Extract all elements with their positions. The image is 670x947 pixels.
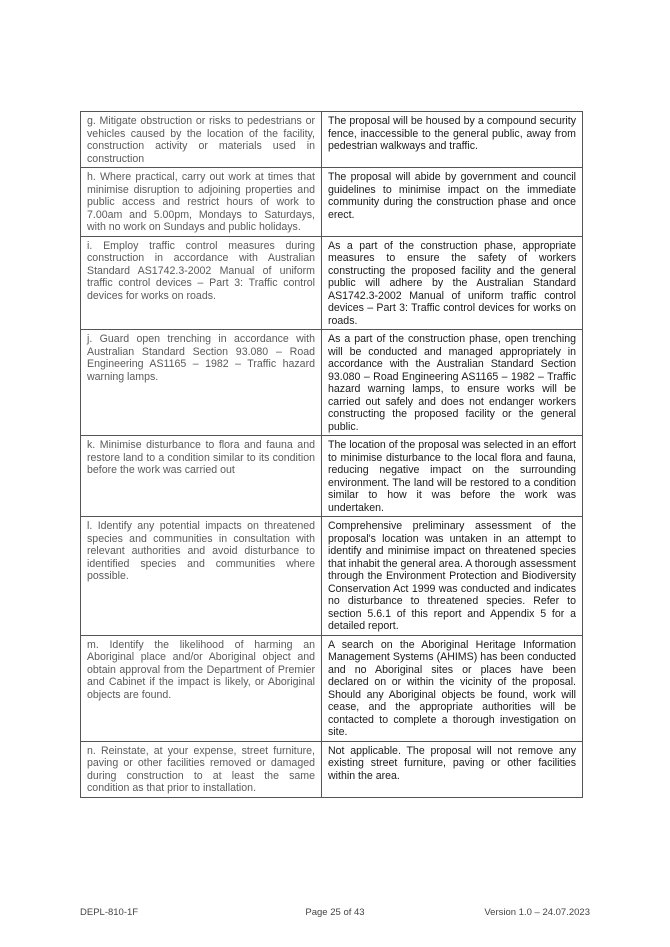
requirement-cell: i. Employ traffic control measures during construction in accordance with Australian Standard AS1742.3-2002 Manual of uniform traffic control devices – Part 3: Traffic control devices for works on roads. [81,236,322,330]
table-row [81,168,583,237]
response-cell: As a part of the construction phase, appropriate measures to ensure the safety of workers constructing the proposed facility and the general public will adhere by the Australian Standard AS1742.3-2002 Manual of uniform traffic control devices – Part 3: Traffic control devices for works on roads. [322,236,583,330]
requirement-cell: k. Minimise disturbance to flora and fauna and restore land to a condition similar to its condition before the work was carried out [81,436,322,517]
table-row [81,330,583,436]
response-cell: The proposal will be housed by a compound security fence, inaccessible to the general public, away from pedestrian walkways and traffic. [322,112,583,168]
requirement-cell: j. Guard open trenching in accordance with Australian Standard Section 93.080 – Road Engineering AS1165 – 1982 – Traffic hazard warning lamps. [81,330,322,436]
footer-page-number: Page 25 of 43 [305,907,365,918]
response-cell: Comprehensive preliminary assessment of the proposal's location was untaken in an attempt to identify and minimise impact on threatened species that inhabit the general area. A thorough assessment through the Environment Protection and Biodiversity Conservation Act 1999 was conducted and indicates no disturbance to threatened species. Refer to section 5.6.1 of this report and Appendix 5 for a detailed report. [322,517,583,636]
table-row [81,436,583,517]
table-row [81,635,583,741]
table-row [81,112,583,168]
response-cell: The proposal will abide by government and council guidelines to minimise impact on the immediate community during the construction phase and once erect. [322,168,583,237]
response-cell: Not applicable. The proposal will not remove any existing street furniture, paving or other facilities within the area. [322,741,583,797]
requirement-cell: g. Mitigate obstruction or risks to pedestrians or vehicles caused by the location of the facility, construction activity or materials used in construction [81,112,322,168]
requirement-cell: m. Identify the likelihood of harming an Aboriginal place and/or Aboriginal object and obtain approval from the Department of Premier and Cabinet if the impact is likely, or Aboriginal objects are found. [81,635,322,741]
response-cell: A search on the Aboriginal Heritage Information Management Systems (AHIMS) has been conducted and no Aboriginal sites or places have been declared on or within the vicinity of the proposal. Should any Aboriginal objects be found, work will cease, and the appropriate authorities will be contacted to complete a thorough investigation on site. [322,635,583,741]
requirement-cell: n. Reinstate, at your expense, street furniture, paving or other facilities removed or damaged during construction to at least the same condition as that prior to installation. [81,741,322,797]
response-cell: The location of the proposal was selected in an effort to minimise disturbance to the local flora and fauna, reducing negative impact on the surrounding environment. The land will be restored to a condition similar to how it was before the work was undertaken. [322,436,583,517]
table-row [81,517,583,636]
footer-version: Version 1.0 – 24.07.2023 [484,907,590,918]
requirement-cell: l. Identify any potential impacts on threatened species and communities in consultation with relevant authorities and avoid disturbance to identified species and communities where possible. [81,517,322,636]
table-row [81,741,583,797]
footer-doc-id: DEPL-810-1F [80,907,139,918]
table-row [81,236,583,330]
criteria-table [80,111,583,798]
requirement-cell: h. Where practical, carry out work at times that minimise disruption to adjoining properties and public access and restrict hours of work to 7.00am and 5.00pm, Mondays to Saturdays, with no work on Sundays and public holidays. [81,168,322,237]
response-cell: As a part of the construction phase, open trenching will be conducted and managed appropriately in accordance with the Australian Standard Section 93.080 – Road Engineering AS1165 – 1982 – Traffic hazard warning lamps, to ensure works will be carried out safely and does not endanger workers constructing the proposed facility or the general public. [322,330,583,436]
